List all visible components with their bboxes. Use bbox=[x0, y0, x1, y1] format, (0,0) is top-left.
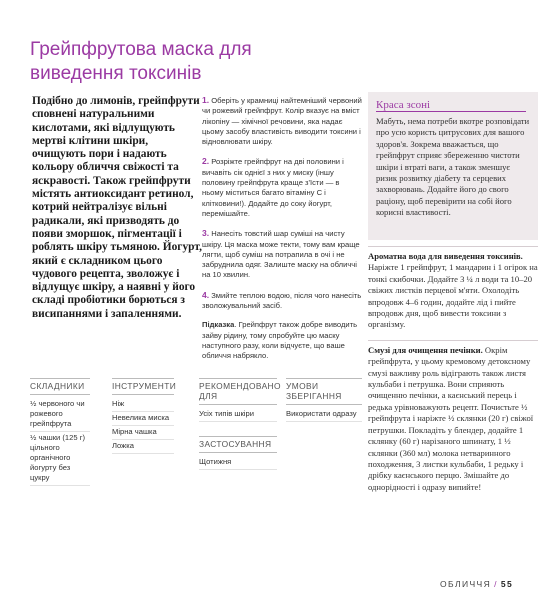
page-footer bbox=[440, 579, 513, 589]
recipe-title: Смузі для очищення печінки. bbox=[368, 344, 483, 355]
recipes-column bbox=[368, 246, 538, 502]
ingredient-item: ½ червоного чи рожевого грейпфрута bbox=[30, 398, 90, 432]
storage-header: УМОВИ ЗБЕРІГАННЯ bbox=[286, 378, 362, 405]
tools-column bbox=[112, 378, 177, 454]
step-item bbox=[202, 156, 362, 219]
step-number: 3. bbox=[202, 228, 210, 239]
storage-item: Використати одразу bbox=[286, 408, 362, 422]
recipe-item bbox=[368, 246, 538, 331]
step-number: 4. bbox=[202, 289, 210, 300]
steps-list bbox=[202, 95, 362, 369]
recipe-title: Ароматна вода для виведення токсинів. bbox=[368, 251, 523, 261]
usage-header: ЗАСТОСУВАННЯ bbox=[199, 436, 277, 453]
recommended-header: РЕКОМЕНДОВАНО ДЛЯ bbox=[199, 378, 277, 405]
sidebar-title: Краса зсоні bbox=[376, 99, 431, 111]
step-item bbox=[202, 228, 362, 280]
tip-text: . Грейпфрут також добре виводить зайву рідину, тому спробуйте цю маску наступного разу, коли відчуєте, що ваше обличчя набрякло. bbox=[202, 320, 358, 361]
recommended-column bbox=[199, 378, 281, 470]
recipe-text: Окрім грейпфрута, у цьому кремовому детоксному смузі важливу роль відіграють також листя кульбаби і петрушка. Вони сприяють очищенню печінки, а каєнський перець і редька урівноважують рецепт. Почистьте ½ грейпфрута і наріжте ½ склянки (20 г) свіжої петрушки. Покладіть у блендер, додайте 1 склянку (60 г) нарізаного шпинату, 1 ½ склянки (360 мл) молока нетваринного походження, 3 листки кульбаби, 1 редьку і дрібку каєнського перцю. Змішайте до однорідності і одразу випийте! bbox=[368, 344, 534, 492]
ingredients-header: СКЛАДНИКИ bbox=[30, 378, 90, 395]
page-title: Грейпфрутова маска для виведення токсинів bbox=[30, 39, 252, 84]
footer-section: ОБЛИЧЧЯ bbox=[440, 579, 492, 589]
ingredients-column bbox=[30, 378, 90, 486]
tip-label: Підказка bbox=[202, 320, 235, 330]
step-text: Оберіть у крамниці найтемніший червоний чи рожевий грейпфрут. Колір вказує на вміст лікопіну — хімічної речовини, яка надає цьому засобу властивість виводити токсини і відновлювати шкіру. bbox=[202, 96, 362, 147]
step-item bbox=[202, 95, 362, 147]
tip-paragraph bbox=[202, 320, 362, 361]
footer-separator: / bbox=[494, 579, 498, 589]
tool-item: Ложка bbox=[112, 440, 174, 454]
recipe-text: Наріжте 1 грейпфрут, 1 мандарин і 1 огірок на тонкі скибочки. Додайте 3 ¼ л води та 10–20 свіжих листків перцевої м'яти. Охолодіть впродовж 4–6 годин, додайте лід і пийте впродовж дня, щоб вивести токсини з організму. bbox=[368, 262, 538, 330]
step-number: 1. bbox=[202, 95, 210, 105]
step-number: 2. bbox=[202, 156, 210, 167]
usage-item: Щотижня bbox=[199, 456, 277, 470]
page-number: 55 bbox=[500, 579, 514, 589]
step-text: Розріжте грейпфрут на дві половини і вичавіть сік однієї з них у миску (іншу половину грейпфрута краще з'їсти — в ньому міститься багато вітаміну С і клітковини!). Додайте до соку йогурт, перемішайте. bbox=[202, 157, 344, 218]
ingredient-item: ½ чашки (125 г) цільного органічного йогурту без цукру bbox=[30, 432, 90, 486]
sidebar-text: Мабуть, нема потреби вкотре розповідати про усю користь цитрусових для вашого здоров'я. Зокрема вважається, що грейпфрут сприяє збереженню чистоти шкіри і втраті ваги, а також зменшує ризик розвитку діабету та серцевих захворювань. Додайте його до свого раціону, щоб перевірити на собі його корисні властивості. bbox=[376, 116, 530, 218]
tool-item: Ніж bbox=[112, 398, 174, 412]
step-text: Змийте теплою водою, після чого нанесіть зволожувальний засіб. bbox=[202, 290, 362, 311]
tool-item: Невелика миска bbox=[112, 412, 174, 426]
intro-paragraph: Подібно до лимонів, грейпфрути сповнені натуральними кислотами, які відлущують мертві клітини шкіри, очищують пори і надають кольору обличчя свіжості та яскравості. Також грейпфрути містять антиоксидант ретинол, котрий нейтралізує вільні радикали, які призводять до появи зморшок, пігментації і роблять шкіру тьмяною. Йогурт, який є складником цього чудового рецепта, зволожує і відлущує шкіру, а наявні у його складі пробіотики борються з висипаннями і запаленнями. bbox=[32, 95, 202, 320]
tool-item: Мірна чашка bbox=[112, 426, 174, 440]
sidebar-divider bbox=[376, 111, 526, 112]
storage-column bbox=[286, 378, 362, 422]
step-text: Нанесіть товстий шар суміші на чисту шкіру. Ця маска може текти, тому вам краще лягти, щоб суміш на потрапила в очі і не забруднила одяг. Залиште маску на обличчі на 10 хвилин. bbox=[202, 229, 360, 280]
tools-header: ІНСТРУМЕНТИ bbox=[112, 378, 174, 395]
step-item bbox=[202, 290, 362, 312]
recommended-item: Усіх типів шкіри bbox=[199, 408, 277, 422]
recipe-item bbox=[368, 340, 538, 493]
